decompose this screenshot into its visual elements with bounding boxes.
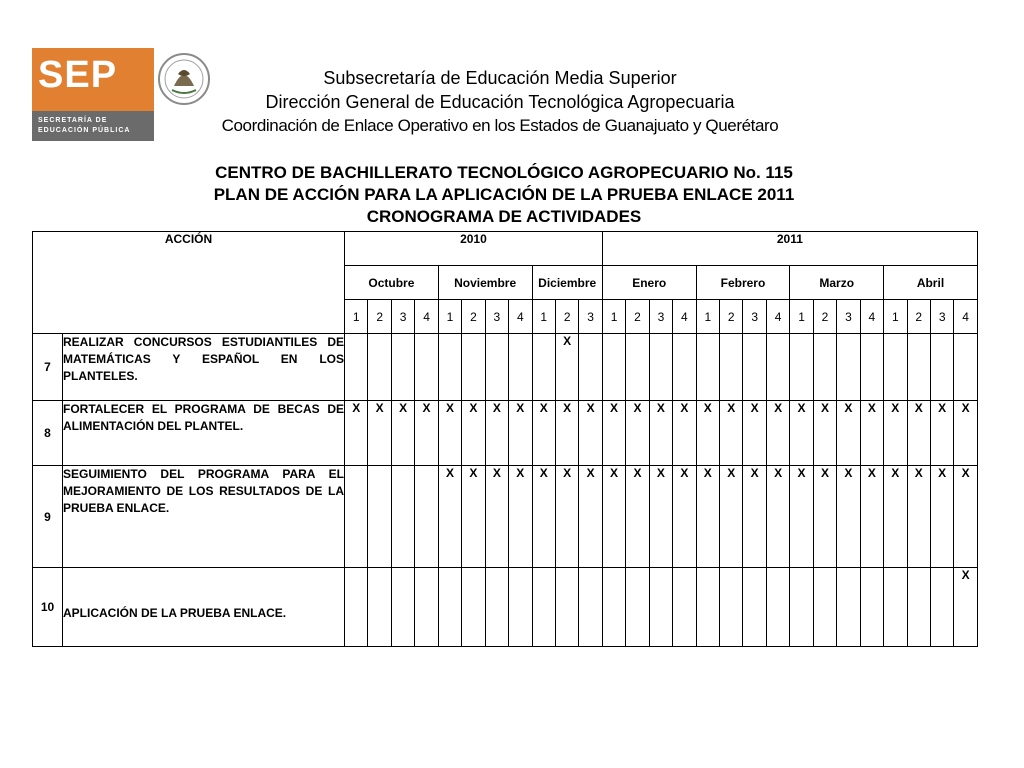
schedule-cell [368, 334, 391, 401]
sep-logo-caption [32, 111, 154, 141]
schedule-cell [345, 568, 368, 647]
schedule-cell [462, 568, 485, 647]
schedule-cell: X [555, 334, 578, 401]
schedule-cell: X [438, 401, 461, 466]
schedule-cell [462, 334, 485, 401]
institution-header [200, 66, 800, 138]
schedule-cell: X [532, 466, 555, 568]
schedule-cell: X [837, 466, 860, 568]
schedule-cell: X [837, 401, 860, 466]
week-number: 2 [813, 300, 836, 334]
week-number: 1 [532, 300, 555, 334]
week-number: 2 [720, 300, 743, 334]
sep-logo-line2: EDUCACIÓN PÚBLICA [38, 127, 131, 134]
schedule-cell [790, 568, 813, 647]
schedule-cell [345, 466, 368, 568]
schedule-cell [532, 334, 555, 401]
schedule-cell [626, 334, 649, 401]
schedule-cell [391, 334, 414, 401]
week-number: 1 [884, 300, 907, 334]
schedule-cell [649, 334, 672, 401]
schedule-cell: X [766, 401, 789, 466]
accion-header: ACCIÓN [33, 232, 345, 334]
schedule-cell [626, 568, 649, 647]
header-line-2: Dirección General de Educación Tecnológica Agropecuaria [265, 92, 735, 112]
schedule-cell [555, 568, 578, 647]
schedule-cell: X [813, 401, 836, 466]
schedule-cell: X [579, 401, 602, 466]
schedule-cell: X [649, 466, 672, 568]
table-row [33, 466, 978, 568]
schedule-cell: X [673, 466, 696, 568]
action-description: SEGUIMIENTO DEL PROGRAMA PARA EL MEJORAMIENTO DE LOS RESULTADOS DE LA PRUEBA ENLACE. [63, 466, 345, 568]
schedule-cell [837, 568, 860, 647]
action-number: 7 [33, 334, 63, 401]
schedule-cell: X [485, 401, 508, 466]
schedule-cell: X [954, 568, 977, 647]
action-number: 8 [33, 401, 63, 466]
year-header: 2010 [345, 232, 603, 266]
schedule-cell: X [462, 401, 485, 466]
title-line-3: CRONOGRAMA DE ACTIVIDADES [366, 207, 642, 226]
month-header: Noviembre [438, 266, 532, 300]
schedule-cell: X [555, 401, 578, 466]
schedule-cell: X [485, 466, 508, 568]
schedule-cell [813, 568, 836, 647]
action-number: 10 [33, 568, 63, 647]
schedule-cell: X [509, 401, 532, 466]
week-number: 3 [485, 300, 508, 334]
schedule-cell: X [743, 401, 766, 466]
schedule-cell [485, 334, 508, 401]
schedule-table [32, 231, 978, 647]
schedule-cell [766, 568, 789, 647]
header-line-3: Coordinación de Enlace Operativo en los Estados de Guanajuato y Querétaro [221, 116, 779, 135]
schedule-cell [720, 334, 743, 401]
document-titles [32, 162, 976, 228]
schedule-cell: X [626, 401, 649, 466]
title-line-2 [32, 184, 976, 206]
header-line-1: Subsecretaría de Educación Media Superior [323, 68, 677, 88]
week-number: 3 [391, 300, 414, 334]
schedule-cell: X [930, 401, 953, 466]
week-number: 2 [626, 300, 649, 334]
schedule-cell [696, 334, 719, 401]
schedule-cell: X [602, 466, 625, 568]
week-number: 1 [345, 300, 368, 334]
schedule-cell [345, 334, 368, 401]
week-number: 2 [555, 300, 578, 334]
sep-logo-block [32, 48, 154, 111]
sep-acronym: SEP [38, 54, 118, 96]
week-number: 3 [649, 300, 672, 334]
week-number: 1 [696, 300, 719, 334]
schedule-cell: X [345, 401, 368, 466]
week-number: 2 [907, 300, 930, 334]
schedule-cell [602, 334, 625, 401]
schedule-cell: X [532, 401, 555, 466]
schedule-cell [532, 568, 555, 647]
schedule-cell [649, 568, 672, 647]
month-header: Diciembre [532, 266, 602, 300]
schedule-cell [907, 568, 930, 647]
schedule-cell [860, 568, 883, 647]
schedule-cell: X [626, 466, 649, 568]
schedule-cell: X [954, 466, 977, 568]
week-number: 4 [415, 300, 438, 334]
schedule-cell [673, 568, 696, 647]
schedule-cell [884, 568, 907, 647]
schedule-cell: X [438, 466, 461, 568]
schedule-cell [391, 568, 414, 647]
schedule-cell [438, 568, 461, 647]
schedule-cell: X [462, 466, 485, 568]
sep-logo [32, 48, 212, 141]
schedule-cell: X [415, 401, 438, 466]
schedule-cell: X [579, 466, 602, 568]
schedule-cell: X [720, 466, 743, 568]
schedule-cell: X [555, 466, 578, 568]
table-row [33, 334, 978, 401]
schedule-cell [415, 466, 438, 568]
schedule-cell: X [813, 466, 836, 568]
schedule-cell [766, 334, 789, 401]
schedule-cell [813, 334, 836, 401]
month-header: Marzo [790, 266, 884, 300]
schedule-cell [930, 334, 953, 401]
week-number: 1 [438, 300, 461, 334]
schedule-cell: X [884, 401, 907, 466]
month-header: Febrero [696, 266, 790, 300]
week-number: 3 [930, 300, 953, 334]
schedule-cell [696, 568, 719, 647]
schedule-cell: X [649, 401, 672, 466]
year-header: 2011 [602, 232, 977, 266]
schedule-cell: X [884, 466, 907, 568]
action-description: REALIZAR CONCURSOS ESTUDIANTILES DE MATEMÁTICAS Y ESPAÑOL EN LOS PLANTELES. [63, 334, 345, 401]
week-number: 2 [462, 300, 485, 334]
week-number: 2 [368, 300, 391, 334]
schedule-cell: X [696, 401, 719, 466]
schedule-cell [368, 466, 391, 568]
schedule-cell: X [860, 466, 883, 568]
schedule-cell: X [509, 466, 532, 568]
schedule-cell [673, 334, 696, 401]
title-line-2-rest: DE ACCIÓN PARA LA APLICACIÓN DE LA PRUEBA ENLACE 2011 [259, 185, 795, 204]
schedule-cell [579, 568, 602, 647]
schedule-cell: X [860, 401, 883, 466]
schedule-cell [485, 568, 508, 647]
schedule-cell [720, 568, 743, 647]
schedule-cell [954, 334, 977, 401]
schedule-cell [579, 334, 602, 401]
schedule-cell: X [743, 466, 766, 568]
title-line-1: CENTRO DE BACHILLERATO TECNOLÓGICO AGROPECUARIO No. 115 [215, 163, 793, 182]
month-header: Octubre [345, 266, 439, 300]
week-number: 1 [790, 300, 813, 334]
table-row [33, 568, 978, 647]
schedule-cell: X [602, 401, 625, 466]
schedule-cell [743, 568, 766, 647]
schedule-cell [368, 568, 391, 647]
schedule-cell: X [930, 466, 953, 568]
week-number: 4 [860, 300, 883, 334]
schedule-cell: X [720, 401, 743, 466]
week-number: 1 [602, 300, 625, 334]
schedule-cell [907, 334, 930, 401]
month-header: Enero [602, 266, 696, 300]
schedule-cell: X [907, 466, 930, 568]
schedule-cell [415, 568, 438, 647]
schedule-cell [391, 466, 414, 568]
schedule-cell: X [790, 401, 813, 466]
schedule-cell: X [368, 401, 391, 466]
schedule-cell: X [391, 401, 414, 466]
schedule-cell: X [673, 401, 696, 466]
week-number: 3 [579, 300, 602, 334]
week-number: 3 [837, 300, 860, 334]
schedule-cell [837, 334, 860, 401]
schedule-cell [509, 568, 532, 647]
month-header: Abril [884, 266, 978, 300]
schedule-cell [860, 334, 883, 401]
schedule-cell: X [907, 401, 930, 466]
schedule-cell [884, 334, 907, 401]
action-description: APLICACIÓN DE LA PRUEBA ENLACE. [63, 568, 345, 647]
week-number: 4 [673, 300, 696, 334]
schedule-cell [415, 334, 438, 401]
schedule-cell: X [954, 401, 977, 466]
title-line-2-bold: PLAN [213, 185, 260, 204]
schedule-cell: X [790, 466, 813, 568]
schedule-cell [790, 334, 813, 401]
sep-logo-line1: SECRETARÍA DE [38, 117, 108, 124]
schedule-cell [602, 568, 625, 647]
action-description: FORTALECER EL PROGRAMA DE BECAS DE ALIMENTACIÓN DEL PLANTEL. [63, 401, 345, 466]
table-row [33, 401, 978, 466]
schedule-cell: X [696, 466, 719, 568]
schedule-cell [509, 334, 532, 401]
schedule-cell: X [766, 466, 789, 568]
schedule-cell [438, 334, 461, 401]
week-number: 4 [509, 300, 532, 334]
action-number: 9 [33, 466, 63, 568]
schedule-cell [743, 334, 766, 401]
week-number: 3 [743, 300, 766, 334]
week-number: 4 [954, 300, 977, 334]
week-number: 4 [766, 300, 789, 334]
schedule-cell [930, 568, 953, 647]
